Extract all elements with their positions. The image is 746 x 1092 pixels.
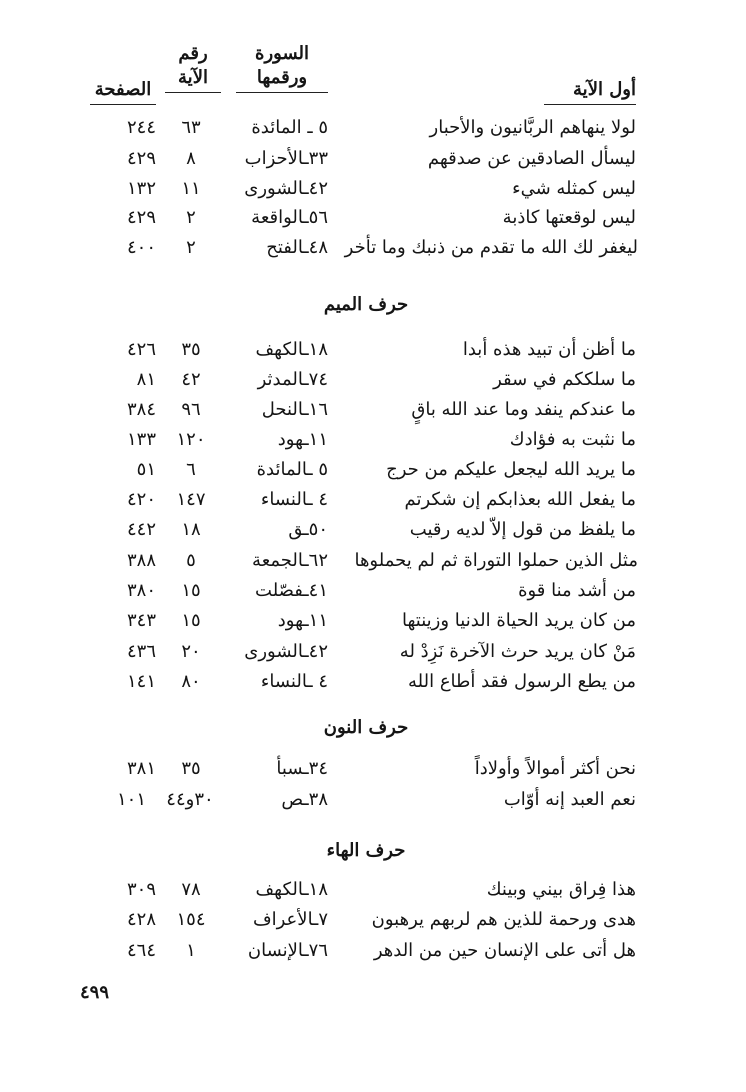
ayah-number: ١٢٠ [176,429,206,450]
table-row [0,202,746,234]
verse-start: مثل الذين حملوا التوراة ثم لم يحملوها [354,550,638,571]
table-row [0,173,746,205]
surah-name: ٤٢ـالشورى [244,178,328,199]
ayah-number: ٨ [186,148,196,169]
header-ayah-line2: الآية [165,66,221,93]
table-row [0,394,746,426]
table-row [0,232,746,264]
page-ref: ٨١ [136,369,156,390]
page-ref: ٤٢٨ [126,909,156,930]
surah-name: ٣٨ـص [281,789,328,810]
header-ayah-line1: رقم [178,43,208,64]
surah-name: ٧٦ـالإنسان [247,940,328,961]
page-number: ٤٩٩ [80,982,110,1003]
ayah-number: ٢ [186,207,196,228]
page-ref: ٢٤٤ [126,117,156,138]
section-title-haa: حرف الهاء [326,840,406,861]
page-ref: ١٠١ [116,789,146,810]
surah-name: ٣٤ـسبأ [276,758,328,779]
verse-start: ما نثبت به فؤادك [509,429,636,450]
table-header [0,42,746,112]
verse-start: ليس لوقعتها كاذبة [502,207,636,228]
verse-start: ما يلفظ من قول إلاّ لديه رقيب [409,519,636,540]
page-ref: ٤٠٠ [126,237,156,258]
page-ref: ٣٠٩ [126,879,156,900]
ayah-number: ١٥٤ [176,909,206,930]
verse-start: ما عندكم ينفد وما عند الله باقٍ [411,399,636,420]
table-row [0,334,746,366]
header-verse: أول الآية [544,78,636,105]
table-row [0,605,746,637]
ayah-number: ٨٠ [181,671,201,692]
table-row [0,666,746,698]
ayah-number: ٥ [186,550,196,571]
page-ref: ٤٤٢ [126,519,156,540]
ayah-number: ١٤٧ [176,489,206,510]
table-row [0,424,746,456]
surah-name: ٤ ـالنساء [260,489,328,510]
surah-name: ٥٠ـق [288,519,328,540]
ayah-number: ٤٢ [181,369,201,390]
section-title-noon: حرف النون [323,717,409,738]
header-page: الصفحة [90,78,156,105]
header-surah [236,42,328,93]
surah-name: ٧٤ـالمدثر [257,369,328,390]
ayah-number: ٣٥ [181,339,201,360]
page-ref: ١٣٣ [126,429,156,450]
page-ref: ٤٢٩ [126,207,156,228]
verse-start: نحن أكثر أموالاً وأولاداً [474,758,636,779]
surah-name: ٤٨ـالفتح [266,237,328,258]
table-row [0,514,746,546]
verse-start: لولا ينهاهم الربَّانيون والأحبار [429,117,636,138]
page-ref: ٤٦٤ [126,940,156,961]
surah-name: ١٨ـالكهف [255,339,328,360]
verse-start: ما سلككم في سقر [493,369,636,390]
surah-name: ٥٦ـالواقعة [251,207,328,228]
ayah-number: ١٨ [181,519,201,540]
verse-start: هل أتى على الإنسان حين من الدهر [373,940,636,961]
verse-start: ما يريد الله ليجعل عليكم من حرج [386,459,636,480]
page-ref: ٣٨٠ [126,580,156,601]
table-row [0,753,746,785]
verse-start: ما أظن أن تبيد هذه أبدا [462,339,636,360]
table-row [0,784,746,816]
ayah-number: ٢ [186,237,196,258]
surah-name: ٥ ـ المائدة [251,117,328,138]
section-title-meem: حرف الميم [323,294,409,315]
verse-start: ما يفعل الله بعذابكم إن شكرتم [404,489,636,510]
ayah-number: ٣٥ [181,758,201,779]
ayah-number: ١٥ [181,580,201,601]
table-row [0,143,746,175]
table-row [0,904,746,936]
table-row [0,545,746,577]
ayah-number: ١١ [181,178,201,199]
page-ref: ٣٨٤ [126,399,156,420]
table-row [0,575,746,607]
header-ayah [165,42,221,93]
table-row [0,484,746,516]
verse-start: من أشد منا قوة [518,580,636,601]
surah-name: ١٦ـالنحل [261,399,328,420]
surah-name: ٤١ـفصّلت [255,580,328,601]
surah-name: ٦٢ـالجمعة [252,550,328,571]
page-ref: ٣٤٣ [126,610,156,631]
verse-start: هدى ورحمة للذين هم لربهم يرهبون [371,909,636,930]
table-row [0,454,746,486]
page-ref: ٤٣٦ [126,641,156,662]
verse-start: ليغفر لك الله ما تقدم من ذنبك وما تأخر [344,237,638,258]
page-ref: ٤٢٦ [126,339,156,360]
ayah-number: ٢٠ [181,641,201,662]
table-row [0,364,746,396]
page-ref: ٣٨٨ [126,550,156,571]
verse-start: من يطع الرسول فقد أطاع الله [408,671,636,692]
header-surah-line2: ورقمها [236,66,328,93]
table-row [0,112,746,144]
page-ref: ٤٢٠ [126,489,156,510]
surah-name: ١٨ـالكهف [255,879,328,900]
ayah-number: ٩٦ [181,399,201,420]
surah-name: ٣٣ـالأحزاب [244,148,328,169]
verse-start: من كان يريد الحياة الدنيا وزينتها [402,610,636,631]
verse-start: نعم العبد إنه أوّاب [503,789,636,810]
surah-name: ٥ ـالمائدة [256,459,328,480]
page-ref: ٥١ [136,459,156,480]
ayah-number: ٣٠و٤٤ [166,789,214,810]
table-row [0,874,746,906]
ayah-number: ٦ [186,459,196,480]
surah-name: ٤ ـالنساء [260,671,328,692]
verse-start: مَنْ كان يريد حرث الآخرة نَزِدْ له [399,641,636,662]
ayah-number: ١ [186,940,196,961]
table-row [0,636,746,668]
ayah-number: ١٥ [181,610,201,631]
page-ref: ١٤١ [126,671,156,692]
verse-start: هذا فِراق بيني وبينك [486,879,636,900]
table-row [0,935,746,967]
ayah-number: ٦٣ [181,117,201,138]
page-ref: ٣٨١ [126,758,156,779]
surah-name: ١١ـهود [277,610,328,631]
header-surah-line1: السورة [255,43,309,64]
page-ref: ٤٢٩ [126,148,156,169]
verse-start: ليسأل الصادقين عن صدقهم [427,148,636,169]
verse-start: ليس كمثله شيء [512,178,636,199]
page-ref: ١٣٢ [126,178,156,199]
surah-name: ٧ـالأعراف [252,909,328,930]
surah-name: ٤٢ـالشورى [244,641,328,662]
ayah-number: ٧٨ [181,879,201,900]
surah-name: ١١ـهود [277,429,328,450]
